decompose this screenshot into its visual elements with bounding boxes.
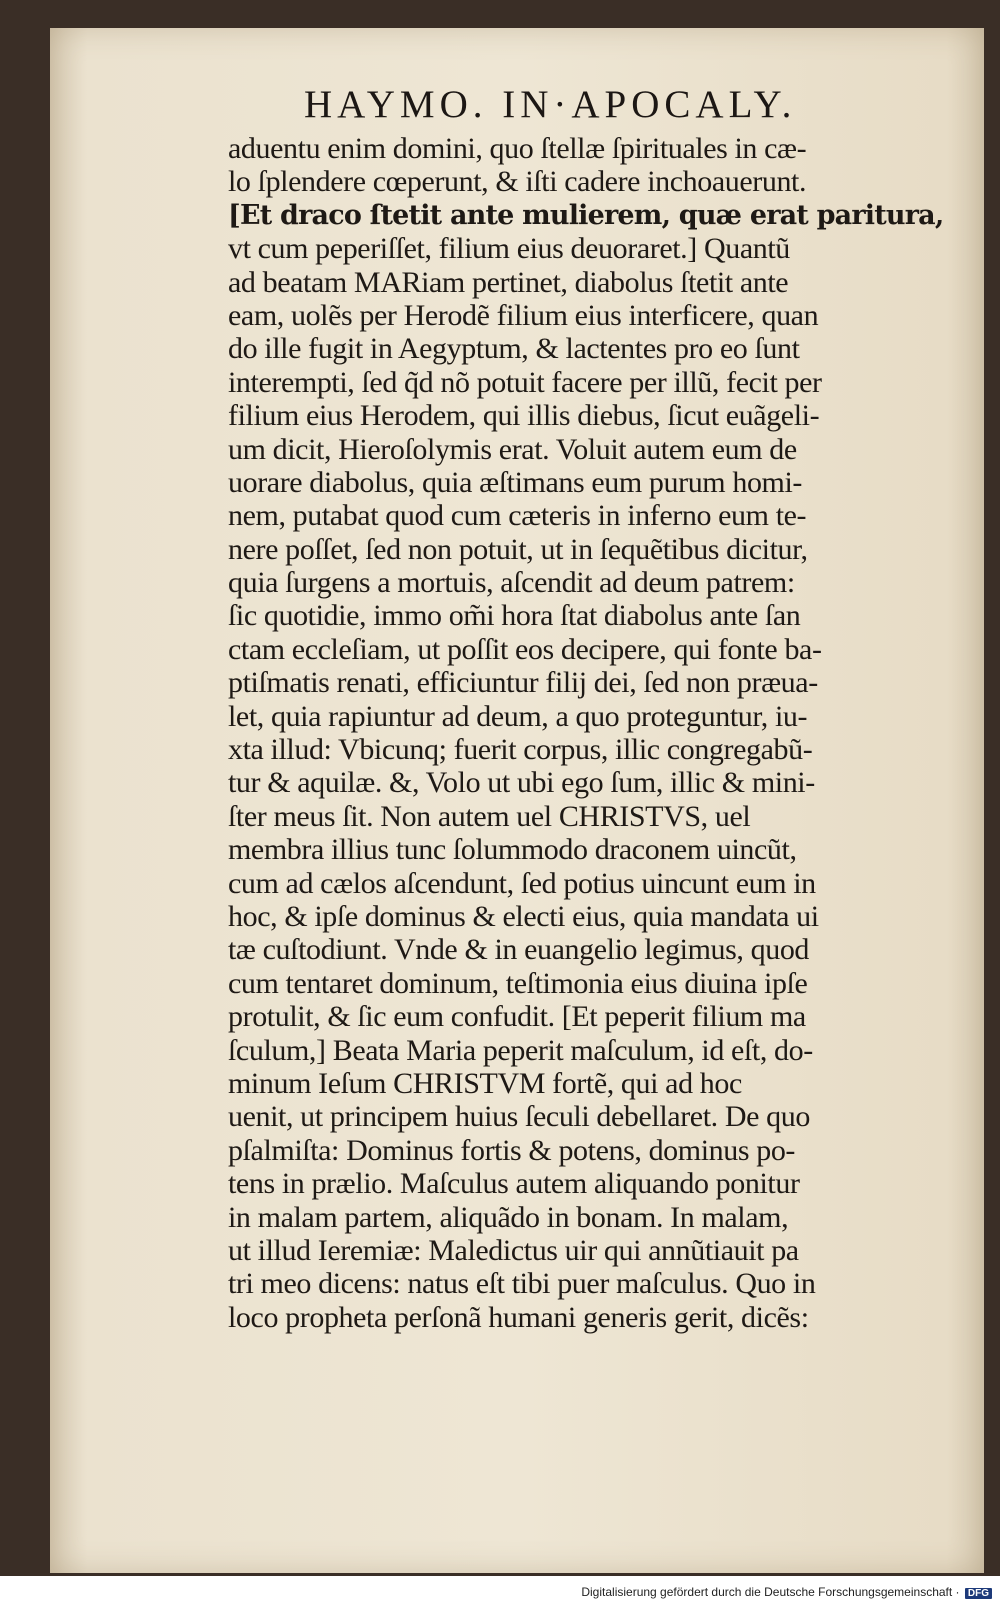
text-line: ad beatam MARiam pertinet, diabolus ſtetit ante <box>228 265 789 299</box>
text-line: pſalmiſta: Dominus fortis & potens, dominus po- <box>228 1133 796 1167</box>
text-line: loco propheta perſonã humani generis gerit, dicẽs: <box>228 1300 809 1334</box>
text-line: let, quia rapiuntur ad deum, a quo proteguntur, iu- <box>228 699 808 733</box>
text-line: filium eius Herodem, qui illis diebus, ſicut euãgeli- <box>228 399 820 433</box>
text-line: membra illius tunc ſolummodo draconem uincũt, <box>228 833 797 867</box>
text-line: [Et draco ſtetit ante mulierem, quæ erat paritura, <box>228 199 944 231</box>
text-line: do ille fugit in Aegyptum, & lactentes pro eo ſunt <box>228 332 800 366</box>
text-line: uenit, ut principem huius ſeculi debellaret. De quo <box>228 1100 810 1134</box>
text-line: nere poſſet, ſed non potuit, ut in ſequẽtibus dicitur, <box>228 532 808 566</box>
credit-text: Digitalisierung gefördert durch die Deutsche Forschungsgemeinschaft · <box>581 1585 960 1599</box>
text-line: interempti, ſed q̃d nõ potuit facere per illũ, fecit per <box>228 365 822 399</box>
text-line: um dicit, Hieroſolymis erat. Voluit autem eum de <box>228 432 797 466</box>
dfg-logo: DFG <box>965 1588 992 1599</box>
text-line: ut illud Ieremiæ: Maledictus uir qui annũtiauit pa <box>228 1233 799 1267</box>
text-line: hoc, & ipſe dominus & electi eius, quia mandata ui <box>228 899 819 933</box>
text-line: vt cum peperiſſet, filium eius deuoraret.] Quantũ <box>228 232 790 266</box>
text-line: eam, uolẽs per Herodẽ filium eius interficere, quan <box>228 298 819 332</box>
text-line: nem, putabat quod cum cæteris in inferno eum te- <box>228 499 807 533</box>
running-header: HAYMO. IN·APOCALY. <box>304 83 797 126</box>
text-line: aduentu enim domini, quo ſtellæ ſpirituales in cæ- <box>228 132 807 165</box>
text-line: ptiſmatis renati, efficiuntur filij dei, ſed non præua- <box>228 666 818 700</box>
text-line: in malam partem, aliquãdo in bonam. In malam, <box>228 1200 789 1234</box>
text-line: minum Ieſum CHRISTVM fortẽ, qui ad hoc <box>228 1066 742 1100</box>
text-line: lo ſplendere cœperunt, & iſti cadere inchoauerunt. <box>228 165 807 199</box>
text-line: tens in prælio. Maſculus autem aliquando ponitur <box>228 1167 800 1201</box>
text-line: ctam eccleſiam, ut poſſit eos decipere, qui fonte ba- <box>228 632 822 666</box>
text-line: xta illud: Vbicunq; fuerit corpus, illic congregabũ- <box>228 733 813 767</box>
text-line: cum tentaret dominum, teſtimonia eius diuina ipſe <box>228 966 808 1000</box>
text-line: ſculum,] Beata Maria peperit maſculum, id eſt, do- <box>228 1033 813 1067</box>
text-line: protulit, & ſic eum confudit. [Et peperit filium ma <box>228 1000 806 1034</box>
digitization-credit <box>581 1585 992 1599</box>
text-line: quia ſurgens a mortuis, aſcendit ad deum patrem: <box>228 566 795 600</box>
text-line: tæ cuſtodiunt. Vnde & in euangelio legimus, quod <box>228 933 810 967</box>
text-line: tur & aquilæ. &, Volo ut ubi ego ſum, illic & mini- <box>228 766 815 800</box>
page-text <box>228 132 948 1334</box>
text-line: cum ad cælos aſcendunt, ſed potius uincunt eum in <box>228 866 816 900</box>
text-line: ſter meus ſit. Non autem uel CHRISTVS, uel <box>228 799 751 833</box>
text-line: tri meo dicens: natus eſt tibi puer maſculus. Quo in <box>228 1267 816 1301</box>
text-line: ſic quotidie, immo om̃i hora ſtat diabolus ante ſan <box>228 599 801 633</box>
text-line: uorare diabolus, quia æſtimans eum purum homi- <box>228 465 802 499</box>
